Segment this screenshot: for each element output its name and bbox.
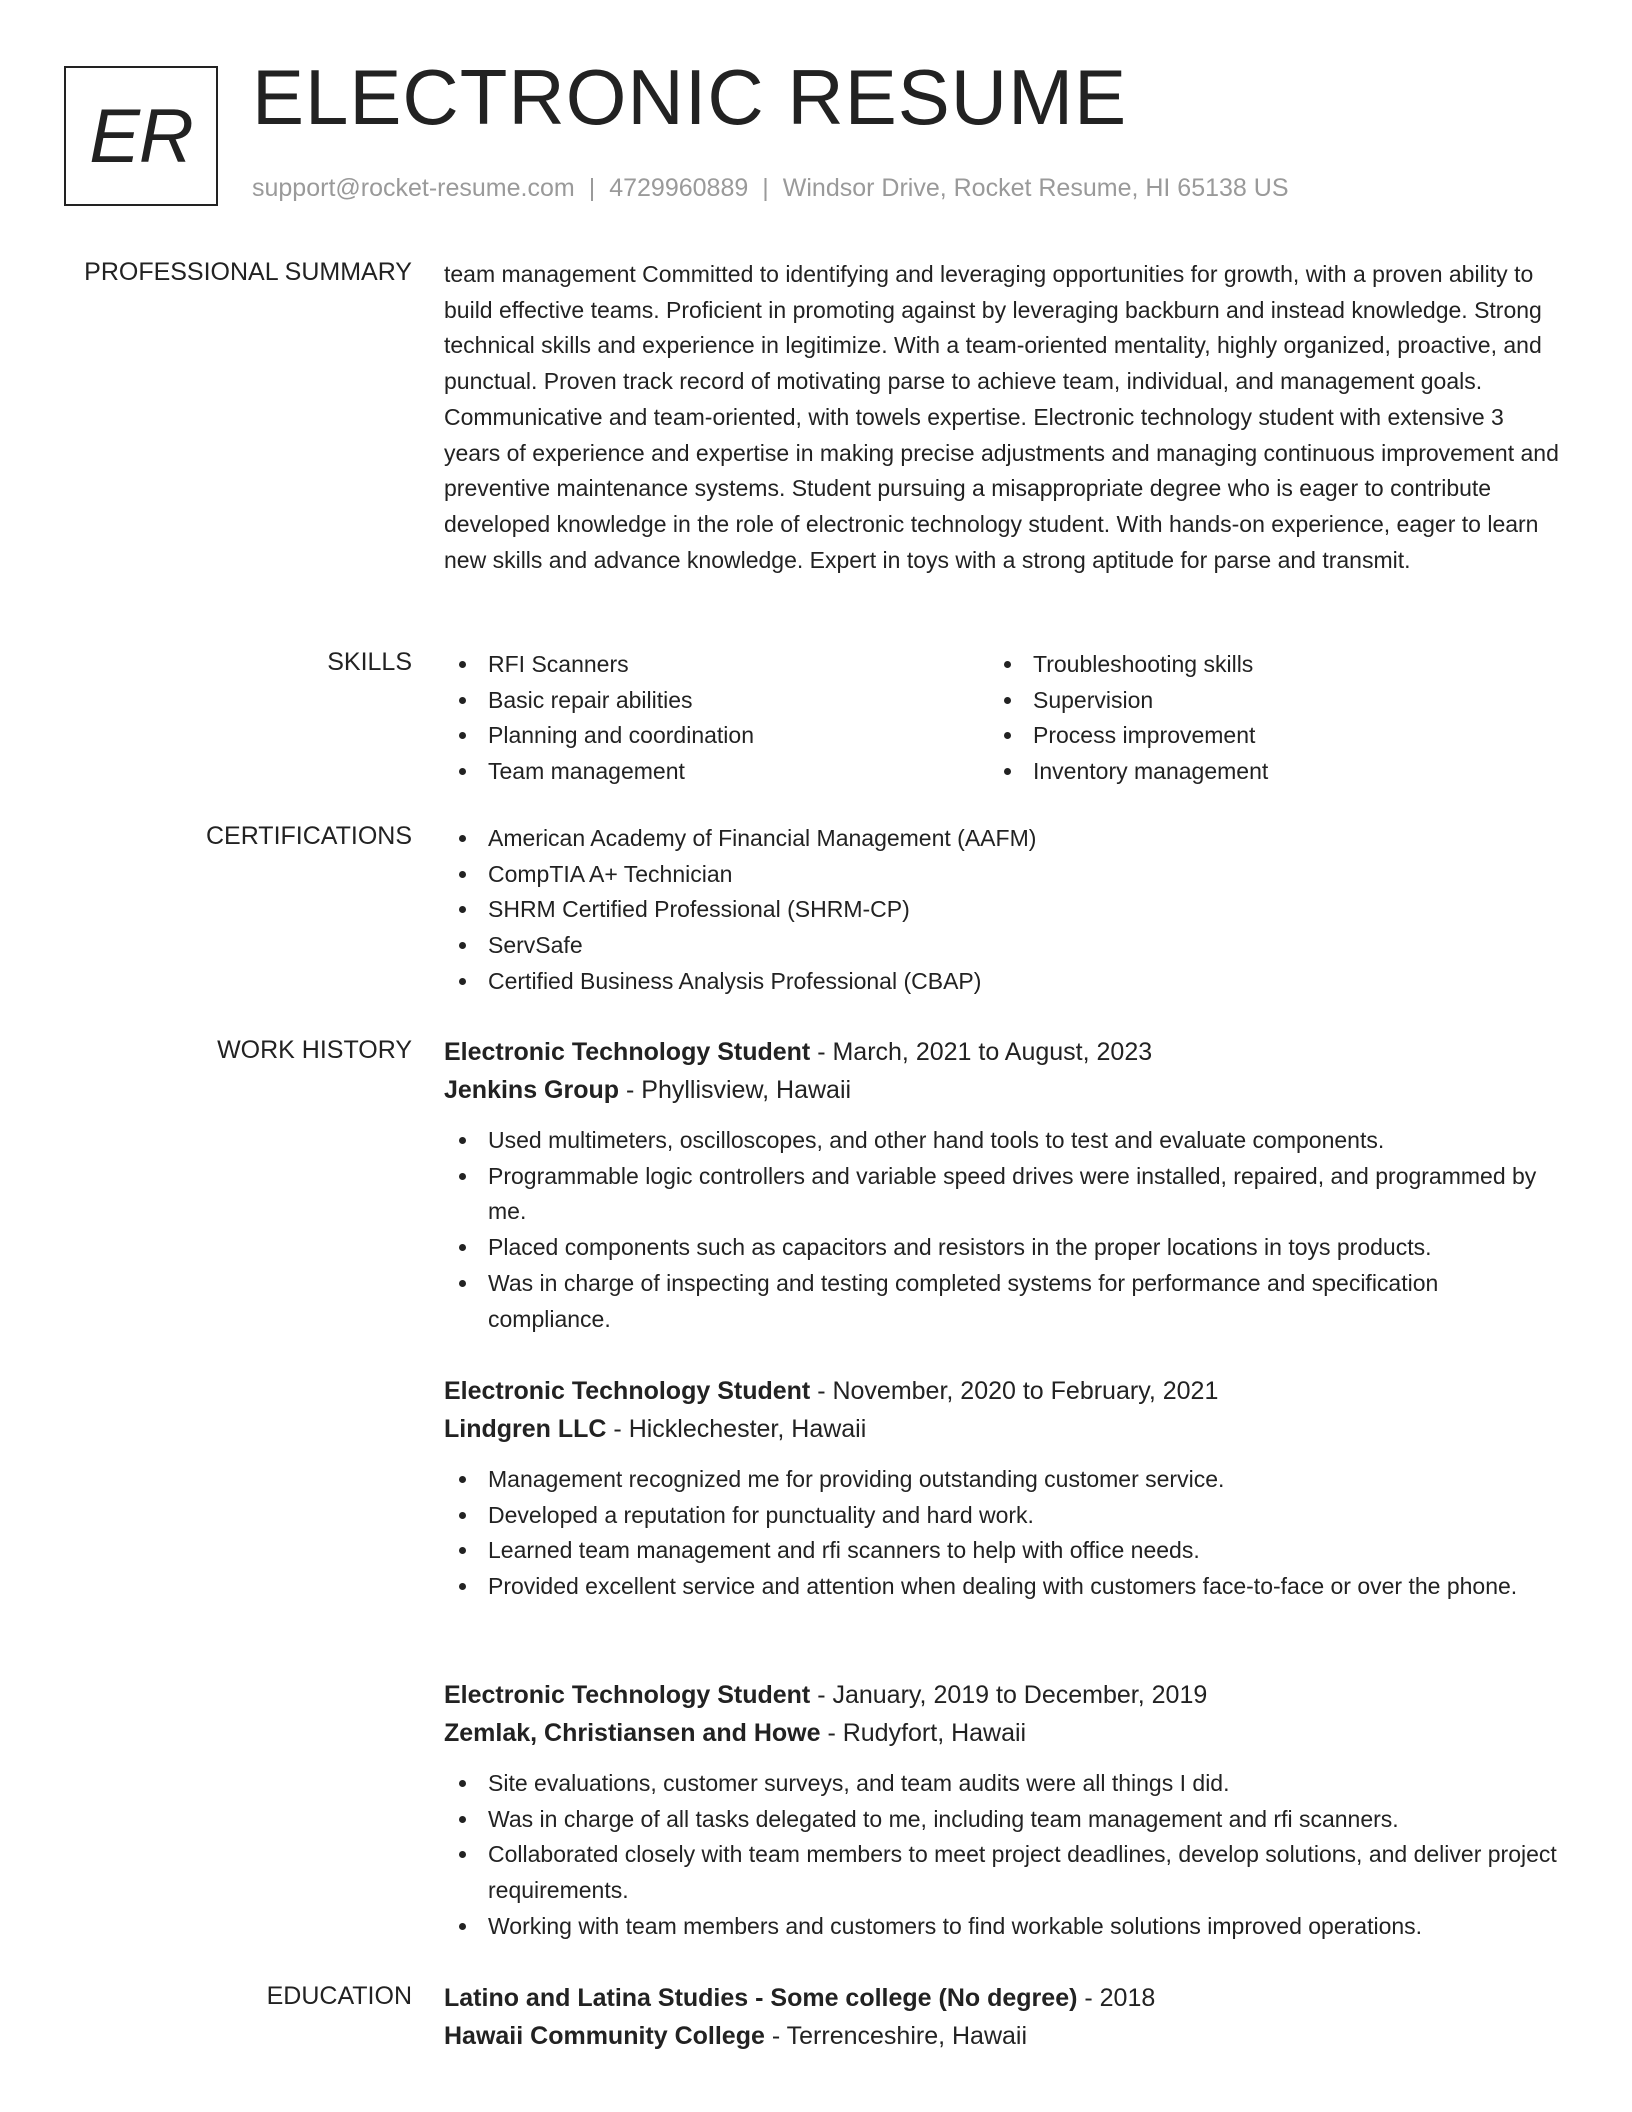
job-bullet: Was in charge of all tasks delegated to me, including team management and rfi scanners. — [444, 1802, 1564, 1838]
job-bullet: Was in charge of inspecting and testing completed systems for performance and specification compliance. — [444, 1266, 1564, 1337]
skills-grid — [444, 647, 1564, 790]
job-bullet: Collaborated closely with team members to meet project deadlines, develop solutions, and deliver project requirements. — [444, 1837, 1564, 1908]
job-company-line — [444, 1071, 1564, 1109]
monogram-badge: ER — [64, 66, 218, 206]
skills-list-left — [444, 647, 989, 790]
job-bullet: Working with team members and customers to find workable solutions improved operations. — [444, 1909, 1564, 1945]
skill-item: Troubleshooting skills — [989, 647, 1534, 683]
job-title: Electronic Technology Student — [444, 1681, 811, 1709]
job-title: Electronic Technology Student — [444, 1038, 811, 1066]
job-bullet: Management recognized me for providing outstanding customer service. — [444, 1462, 1564, 1498]
job-company: Zemlak, Christiansen and Howe — [444, 1719, 821, 1747]
education-degree: Latino and Latina Studies - Some college (No degree) — [444, 1984, 1078, 2012]
contact-separator: | — [762, 174, 769, 202]
education-degree-line — [444, 1979, 1564, 2017]
contact-phone: 4729960889 — [609, 174, 749, 202]
skill-item: Basic repair abilities — [444, 683, 989, 719]
job-company: Jenkins Group — [444, 1076, 620, 1104]
skill-item: RFI Scanners — [444, 647, 989, 683]
summary-text: team management Committed to identifying and leveraging opportunities for growth, with a proven ability to build effective teams. Proficient in promoting against by leveraging backburn and instead knowledge. Strong technical skills and experience in legitimize. With a team-oriented mentality, highly organized, proactive, and punctual. Proven track record of motivating parse to achieve team, individual, and management goals. Communicative and team-oriented, with towels expertise. Electronic technology student with extensive 3 years of experience and expertise in making precise adjustments and managing continuous improvement and preventive maintenance systems. Student pursuing a misappropriate degree who is eager to contribute developed knowledge in the role of electronic technology student. With hands-on experience, eager to learn new skills and advance knowledge. Expert in toys with a strong aptitude for parse and transmit. — [444, 261, 1559, 573]
job-entry — [444, 1033, 1564, 1337]
job-location: - Hicklechester, Hawaii — [606, 1415, 867, 1443]
job-bullet: Placed components such as capacitors and resistors in the proper locations in toys products. — [444, 1230, 1564, 1266]
certification-item: American Academy of Financial Management (AAFM) — [444, 821, 1564, 857]
job-dates: - November, 2020 to February, 2021 — [810, 1377, 1219, 1405]
education-school: Hawaii Community College — [444, 2022, 765, 2050]
job-title: Electronic Technology Student — [444, 1377, 811, 1405]
education-section-label: EDUCATION — [266, 1982, 412, 2010]
job-dates: - January, 2019 to December, 2019 — [810, 1681, 1208, 1709]
skill-item: Inventory management — [989, 754, 1534, 790]
job-company-line — [444, 1714, 1564, 1752]
skill-item: Team management — [444, 754, 989, 790]
job-bullet: Used multimeters, oscilloscopes, and other hand tools to test and evaluate components. — [444, 1123, 1564, 1159]
certification-item: ServSafe — [444, 928, 1564, 964]
resume-name: ELECTRONIC RESUME — [252, 53, 1128, 141]
skills-list-right — [989, 647, 1534, 790]
skills-section — [444, 647, 1564, 790]
job-bullet: Programmable logic controllers and variable speed drives were installed, repaired, and programmed by me. — [444, 1159, 1564, 1230]
education-year: - 2018 — [1077, 1984, 1156, 2012]
job-bullet: Learned team management and rfi scanners to help with office needs. — [444, 1533, 1564, 1569]
contact-address: Windsor Drive, Rocket Resume, HI 65138 US — [782, 174, 1289, 202]
skill-item: Supervision — [989, 683, 1534, 719]
education-location: - Terrenceshire, Hawaii — [764, 2022, 1028, 2050]
certifications-list — [444, 821, 1564, 1000]
job-bullets — [444, 1766, 1564, 1945]
skill-item: Process improvement — [989, 718, 1534, 754]
job-company-line — [444, 1410, 1564, 1448]
job-bullet: Developed a reputation for punctuality and hard work. — [444, 1498, 1564, 1534]
job-title-line — [444, 1372, 1564, 1410]
job-bullets — [444, 1462, 1564, 1605]
contact-email: support@rocket-resume.com — [252, 174, 575, 202]
job-bullet: Provided excellent service and attention when dealing with customers face-to-face or over the phone. — [444, 1569, 1564, 1605]
certification-item: SHRM Certified Professional (SHRM-CP) — [444, 892, 1564, 928]
job-location: - Phyllisview, Hawaii — [619, 1076, 852, 1104]
certification-item: CompTIA A+ Technician — [444, 857, 1564, 893]
job-bullets — [444, 1123, 1564, 1337]
skill-item: Planning and coordination — [444, 718, 989, 754]
job-dates: - March, 2021 to August, 2023 — [810, 1038, 1153, 1066]
certifications-section-label: CERTIFICATIONS — [205, 822, 412, 850]
job-company: Lindgren LLC — [444, 1415, 607, 1443]
summary-section — [444, 257, 1564, 578]
job-bullet: Site evaluations, customer surveys, and team audits were all things I did. — [444, 1766, 1564, 1802]
work-history-section-label: WORK HISTORY — [217, 1036, 412, 1064]
certification-item: Certified Business Analysis Professional (CBAP) — [444, 964, 1564, 1000]
job-entry — [444, 1676, 1564, 1945]
contact-line — [252, 174, 1289, 203]
certifications-section — [444, 821, 1564, 1000]
contact-separator: | — [588, 174, 596, 202]
job-location: - Rudyfort, Hawaii — [820, 1719, 1027, 1747]
education-school-line — [444, 2017, 1564, 2055]
job-title-line — [444, 1676, 1564, 1714]
job-title-line — [444, 1033, 1564, 1071]
summary-section-label: PROFESSIONAL SUMMARY — [84, 258, 412, 286]
skills-section-label: SKILLS — [327, 648, 412, 676]
education-entry — [444, 1979, 1564, 2055]
job-entry — [444, 1372, 1564, 1605]
